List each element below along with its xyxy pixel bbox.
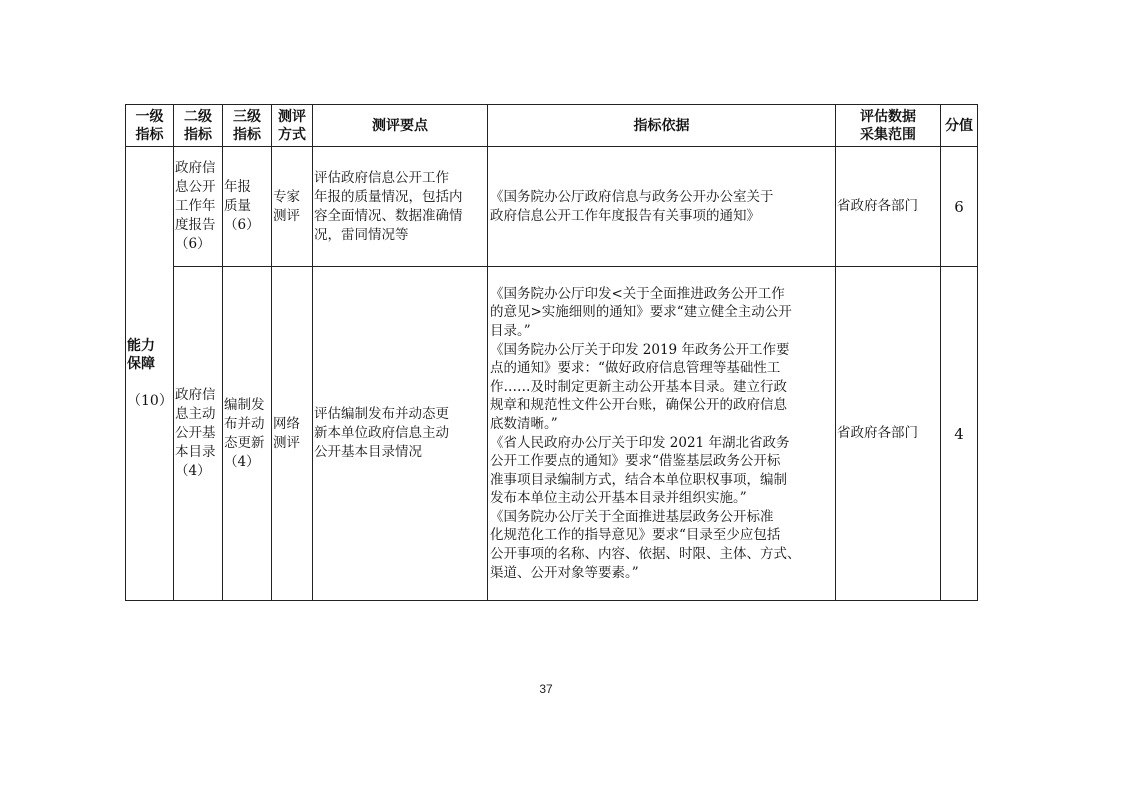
level3-cell: 编制发 布并动 态更新 （4） — [223, 267, 272, 601]
score-cell: 4 — [941, 267, 978, 601]
header-points: 测评要点 — [313, 105, 488, 147]
level2-cell: 政府信 息主动 公开基 本目录 （4） — [174, 267, 223, 601]
table-row — [126, 267, 978, 601]
level1-cell — [126, 147, 174, 601]
header-method: 测评 方式 — [272, 105, 313, 147]
header-row — [126, 105, 978, 147]
level3-cell: 年报 质量 （6） — [223, 147, 272, 267]
level1-score: （10） — [127, 393, 173, 409]
evaluation-table — [125, 104, 978, 601]
method-cell: 专家 测评 — [272, 147, 313, 267]
page-number: 37 — [539, 682, 553, 696]
header-scope: 评估数据 采集范围 — [836, 105, 941, 147]
score-cell: 6 — [941, 147, 978, 267]
header-basis: 指标依据 — [488, 105, 836, 147]
basis-cell: 《国务院办公厅印发<关于全面推进政务公开工作 的意见>实施细则的通知》要求“建立健全主动公开 目录。” 《国务院办公厅关于印发 2019 年政务公开工作要 点的通知》要求：“做好政府信息管理等基础性工 作……及时制定更新主动公开基本目录。建立行政 规章和规范性文件公开台账，确保公开的政府信息 底数清晰。” 《省人民政府办公厅关于印发 2021 年湖北省政务 公开工作要点的通知》要求“借鉴基层政务公开标 准事项目录编制方式，结合本单位职权事项，编制 发布本单位主动公开基本目录并组织实施。” 《国务院办公厅关于全面推进基层政务公开标准 化规范化工作的指导意见》要求“目录至少应包括 公开事项的名称、内容、依据、时限、主体、方式、 渠道、公开对象等要素。” — [488, 267, 836, 601]
level2-cell: 政府信 息公开 工作年 度报告 （6） — [174, 147, 223, 267]
header-level1: 一级 指标 — [126, 105, 174, 147]
header-level3: 三级 指标 — [223, 105, 272, 147]
level1-name: 能力 保障 — [127, 338, 155, 372]
basis-cell: 《国务院办公厅政府信息与政务公开办公室关于 政府信息公开工作年度报告有关事项的通知》 — [488, 147, 836, 267]
header-level2: 二级 指标 — [174, 105, 223, 147]
table-row — [126, 147, 978, 267]
points-cell: 评估政府信息公开工作 年报的质量情况，包括内 容全面情况、数据准确情 况，雷同情况等 — [313, 147, 488, 267]
header-score: 分值 — [941, 105, 978, 147]
scope-cell: 省政府各部门 — [836, 267, 941, 601]
points-cell: 评估编制发布并动态更 新本单位政府信息主动 公开基本目录情况 — [313, 267, 488, 601]
scope-cell: 省政府各部门 — [836, 147, 941, 267]
method-cell: 网络 测评 — [272, 267, 313, 601]
